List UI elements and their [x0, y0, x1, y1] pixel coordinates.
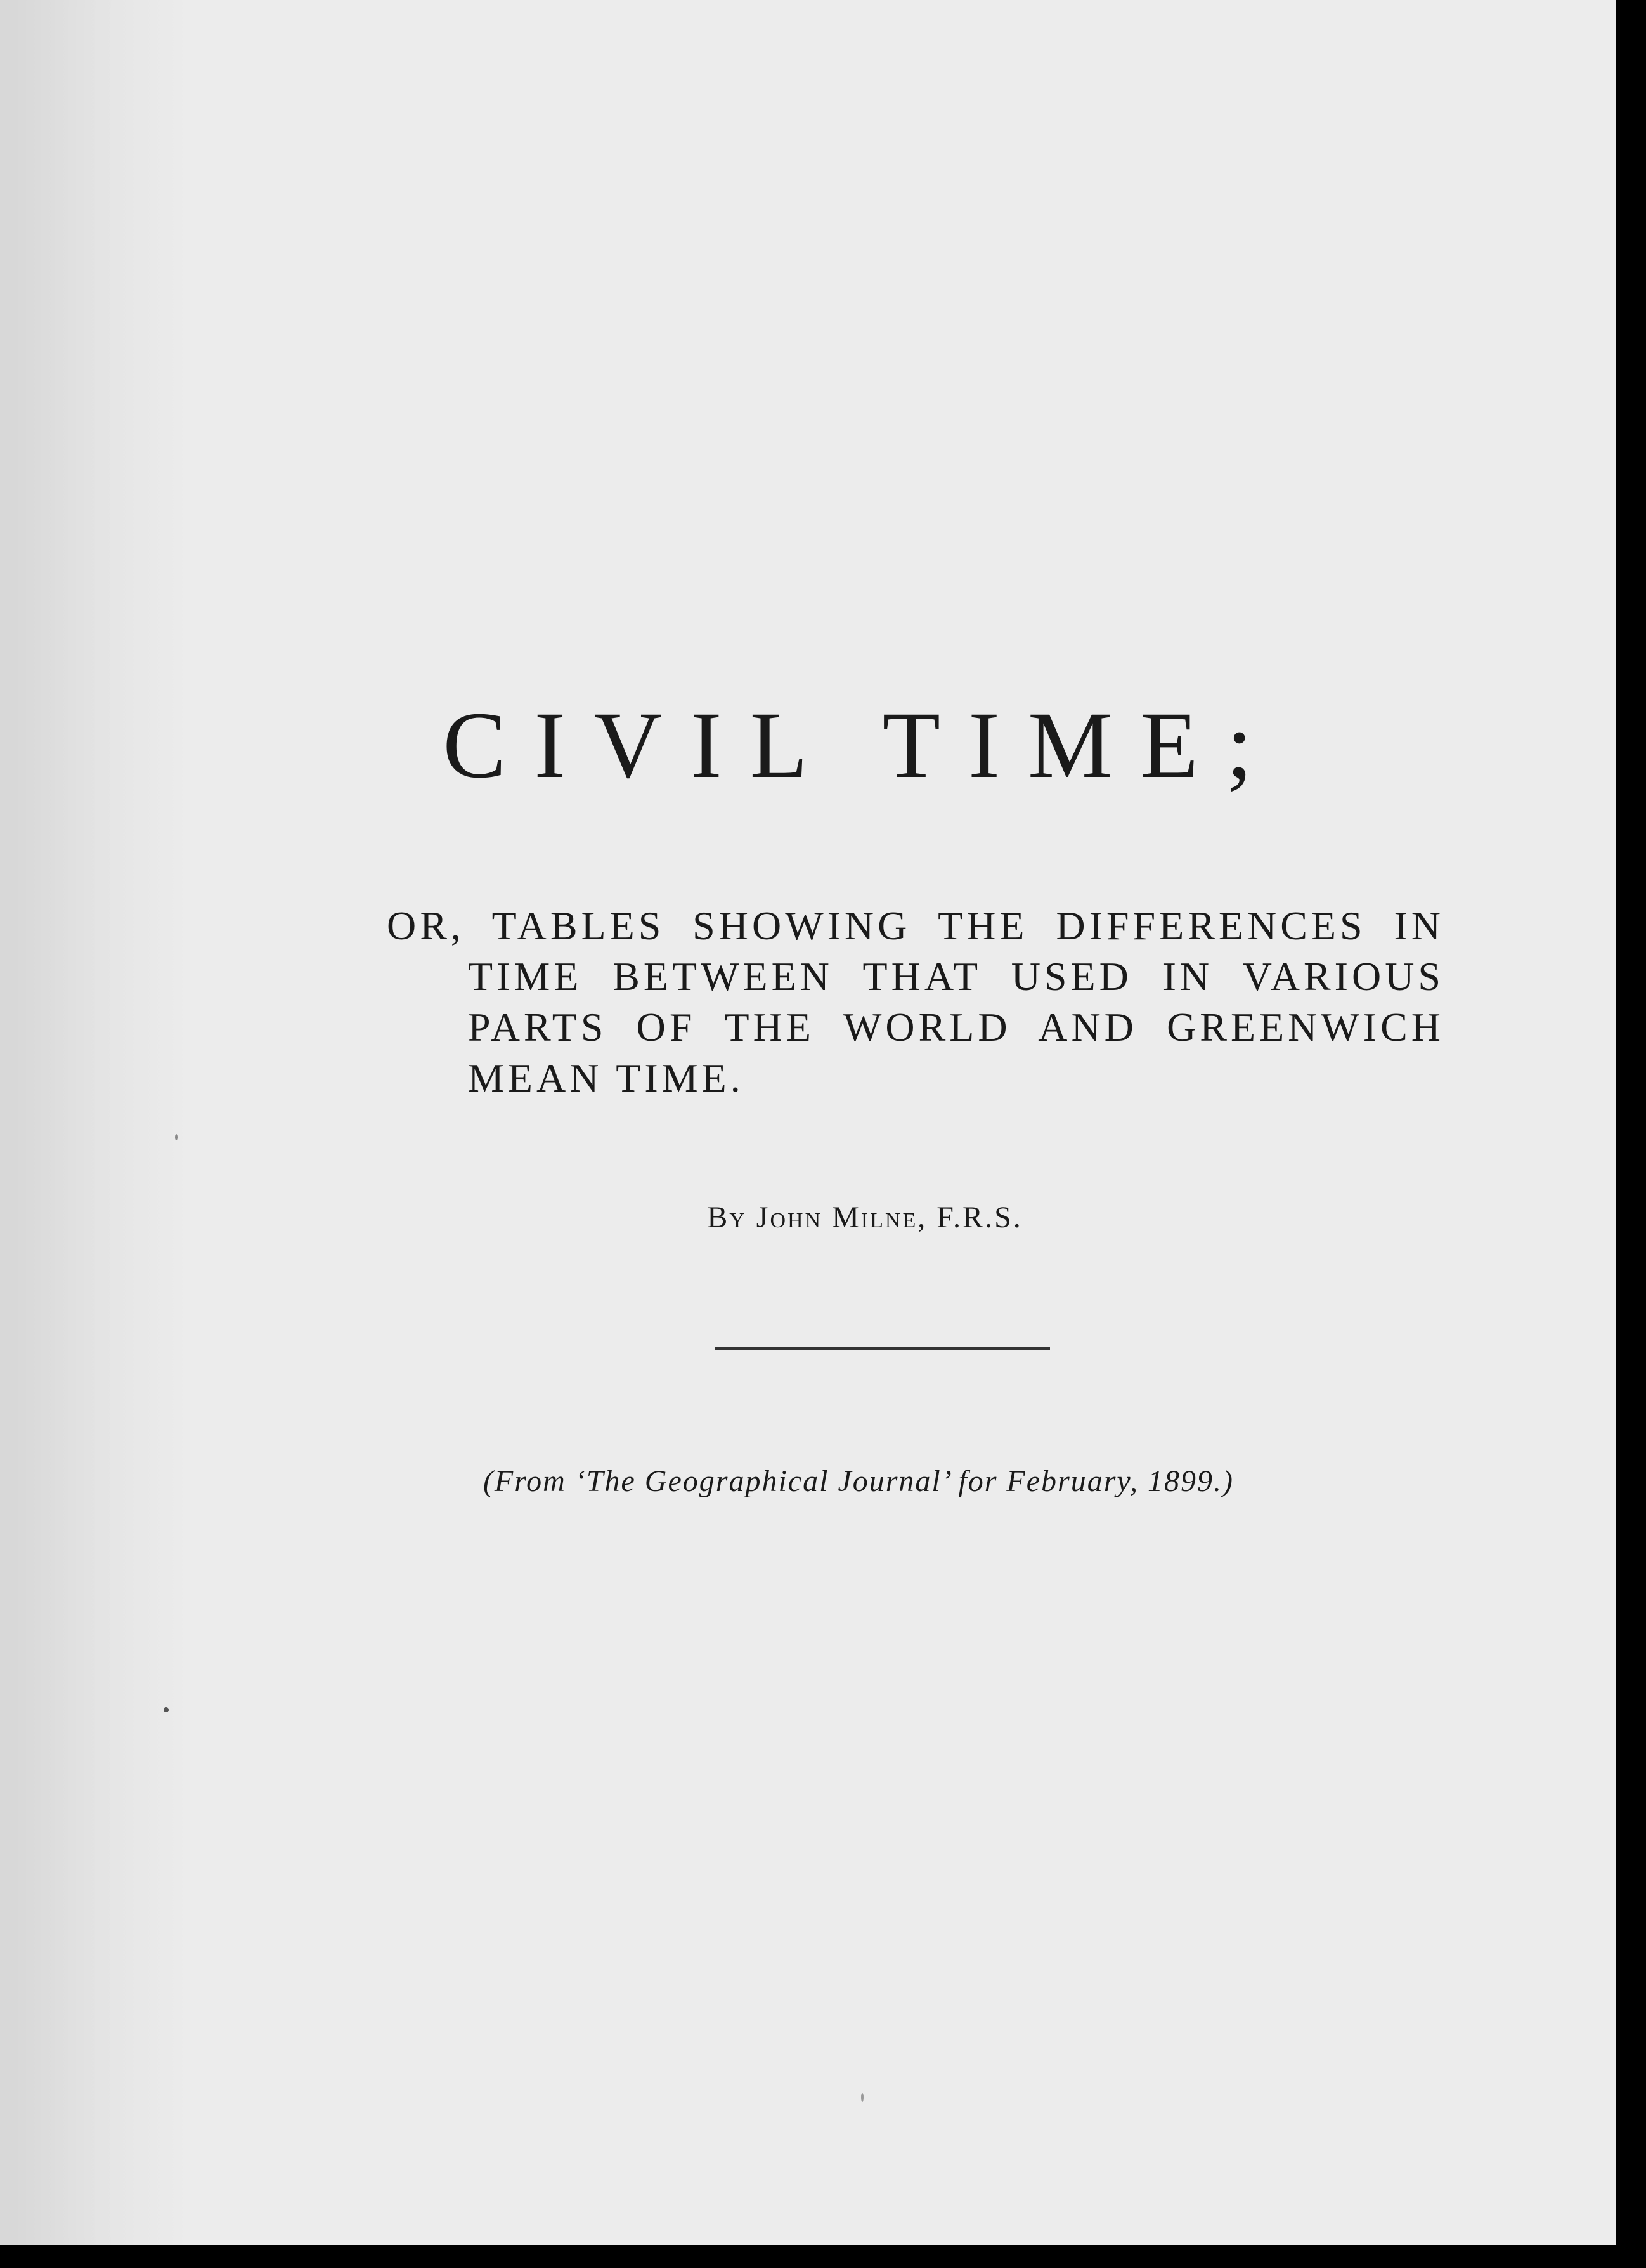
page-subtitle: OR, TABLES SHOWING THE DIFFERENCES IN TIME BETWEEN THAT USED IN VARIOUS PARTS OF THE WORLD AND GREENWICH MEAN TIME.: [387, 903, 1444, 1100]
paper-speck: [861, 2093, 864, 2102]
author-line: By John Milne, F.R.S.: [707, 1201, 1023, 1234]
source-citation: (From ‘The Geographical Journal’ for February, 1899.): [483, 1464, 1234, 1498]
paper-speck: [164, 1707, 169, 1712]
gutter-shading: [0, 0, 190, 2245]
horizontal-rule: [715, 1347, 1050, 1350]
paper-speck: [175, 1134, 178, 1140]
page-title: CIVIL TIME;: [443, 693, 1281, 798]
